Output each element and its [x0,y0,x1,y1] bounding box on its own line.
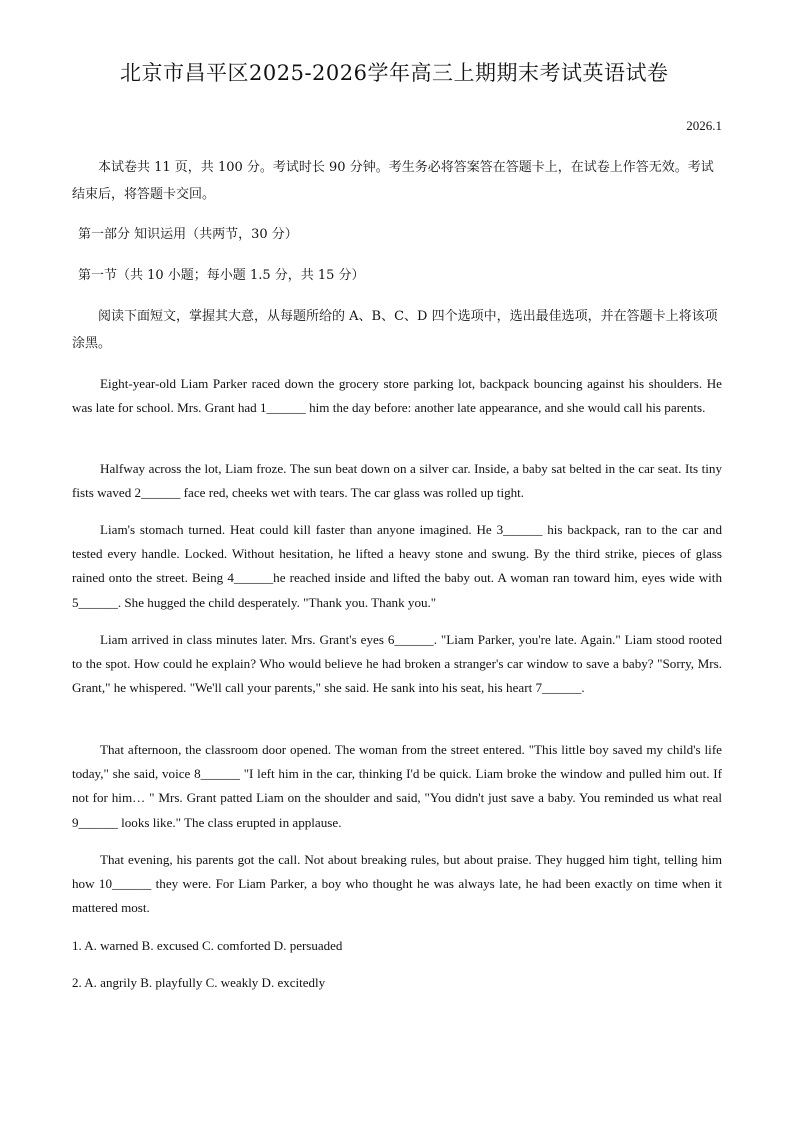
passage-paragraph-3: Liam's stomach turned. Heat could kill faster than anyone imagined. He 3______ his backpack, ran to the car and tested every handle. Locked. Without hesitation, he lifted a heavy stone and swung. By the third strike, pieces of glass rained onto the street. Being 4______he reached inside and lifted the baby out. A woman ran toward him, eyes wide with 5______. She hugged the child desperately. "Thank you. Thank you." [72,522,722,610]
passage-paragraph-1: Eight-year-old Liam Parker raced down the grocery store parking lot, backpack bouncing against his shoulders. He was late for school. Mrs. Grant had 1______ him the day before: another late appearance, and she would call his parents. [72,376,722,416]
part-one-heading: 第一部分 知识运用（共两节，30 分） [78,227,298,242]
directions-text: 阅读下面短文，掌握其大意，从每题所给的 A、B、C、D 四个选项中，选出最佳选项，并在答题卡上将该项涂黑。 [72,309,718,351]
question-2: 2. A. angrily B. playfully C. weakly D. excitedly [72,975,326,990]
exam-title: 北京市昌平区2025-2026学年高三上期期末考试英语试卷 [120,61,669,85]
exam-date: 2026.1 [686,118,722,133]
passage-paragraph-4: Liam arrived in class minutes later. Mrs. Grant's eyes 6______. "Liam Parker, you're late. Again." Liam stood rooted to the spot. How could he explain? Who would believe he had broken a stranger's car window to save a baby? "Sorry, Mrs. Grant," he whispered. "We'll call your parents," she said. He sank into his seat, his heart 7______. [72,632,722,696]
passage-paragraph-6: That evening, his parents got the call. Not about breaking rules, but about praise. They hugged him tight, telling him how 10______ they were. For Liam Parker, a boy who thought he was always late, he had been exactly on time when it mattered most. [72,852,722,916]
passage-paragraph-5: That afternoon, the classroom door opened. The woman from the street entered. "This little boy saved my child's life today," she said, voice 8______ "I left him in the car, thinking I'd be quick. Liam broke the window and pulled him out. If not for him… " Mrs. Grant patted Liam on the shoulder and said, "You didn't just save a baby. You reminded us what real 9______ looks like." The class erupted in applause. [72,742,722,830]
section-one-heading: 第一节（共 10 小题；每小题 1.5 分，共 15 分） [78,268,365,283]
passage-paragraph-2: Halfway across the lot, Liam froze. The sun beat down on a silver car. Inside, a baby sat belted in the car seat. Its tiny fists waved 2______ face red, cheeks wet with tears. The car glass was rolled up tight. [72,461,722,501]
question-1: 1. A. warned B. excused C. comforted D. persuaded [72,938,343,953]
exam-instructions: 本试卷共 11 页，共 100 分。考试时长 90 分钟。考生务必将答案答在答题卡上，在试卷上作答无效。考试结束后，将答题卡交回。 [72,160,714,202]
